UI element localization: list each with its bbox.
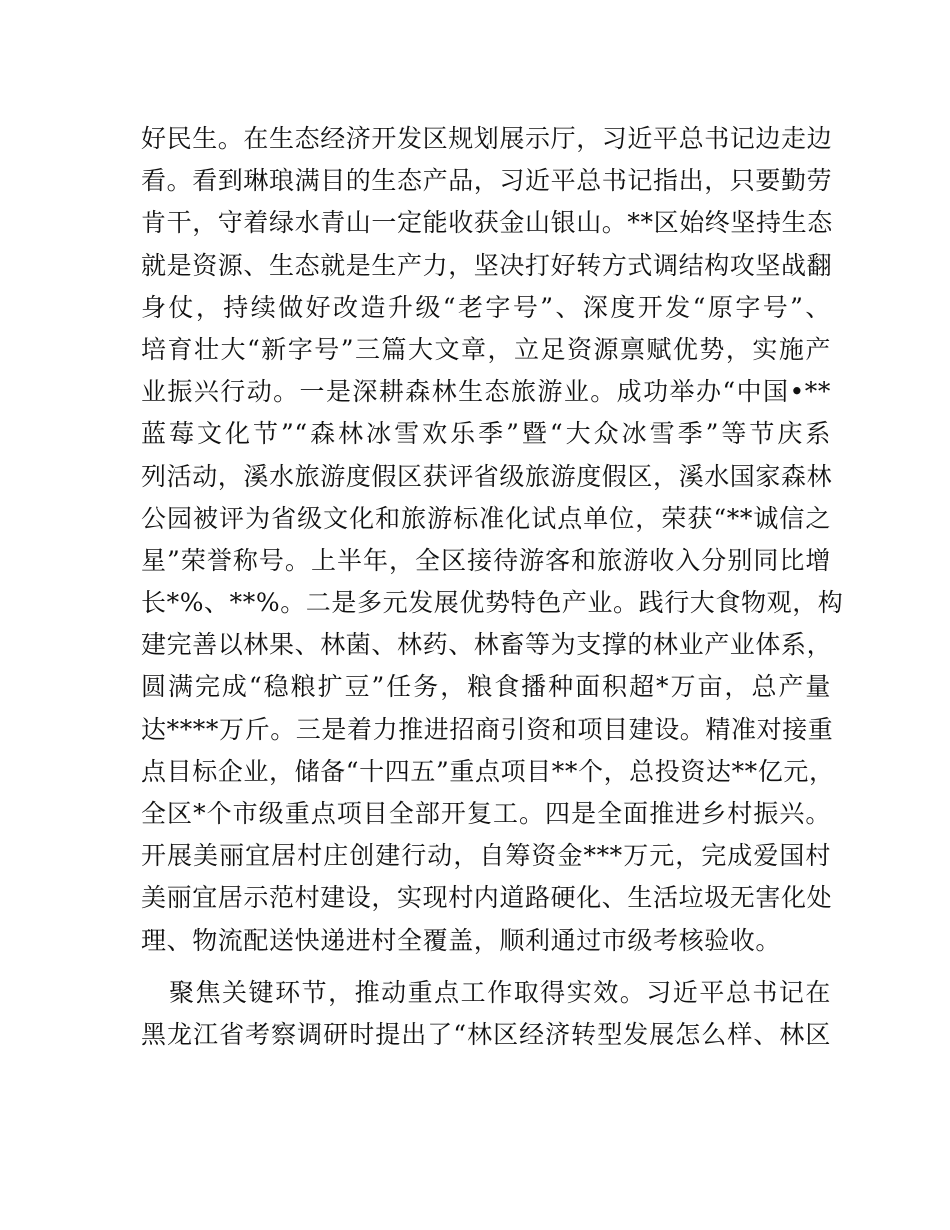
text-line: 就是资源、生态就是生产力，坚决打好转方式调结构攻坚战翻 (141, 250, 833, 280)
paragraph-2 (141, 972, 831, 1056)
text-line: 身仗，持续做好改造升级“老字号”、深度开发“原字号”、 (141, 292, 831, 322)
text-line: 圆满完成“稳粮扩豆”任务，粮食播种面积超*万亩，总产量 (141, 672, 831, 702)
text-line: 培育壮大“新字号”三篇大文章，立足资源禀赋优势，实施产 (141, 334, 831, 364)
text-line: 蓝莓文化节”“森林冰雪欢乐季”暨“大众冰雪季”等节庆系 (141, 419, 831, 449)
text-line: 理、物流配送快递进村全覆盖，顺利通过市级考核验收。 (141, 925, 782, 955)
text-line: 好民生。在生态经济开发区规划展示厅，习近平总书记边走边 (141, 124, 833, 153)
text-line: 肯干，守着绿水青山一定能收获金山银山。**区始终坚持生态 (141, 208, 833, 238)
text-line: 聚焦关键环节，推动重点工作取得实效。习近平总书记在 (169, 977, 831, 1007)
text-line: 星”荣誉称号。上半年，全区接待游客和旅游收入分别同比增 (141, 545, 831, 575)
paragraph-spacer (141, 962, 831, 972)
text-line: 看。看到琳琅满目的生态产品，习近平总书记指出，只要勤劳 (141, 166, 833, 196)
text-line: 列活动，溪水旅游度假区获评省级旅游度假区，溪水国家森林 (141, 461, 833, 491)
text-line: 长*%、**%。二是多元发展优势特色产业。践行大食物观，构 (141, 588, 844, 618)
text-line: 达****万斤。三是着力推进招商引资和项目建设。精准对接重 (141, 714, 834, 744)
paragraph-1 (141, 118, 844, 962)
text-line: 开展美丽宜居村庄创建行动，自筹资金***万元，完成爱国村 (141, 841, 831, 871)
text-line: 黑龙江省考察调研时提出了“林区经济转型发展怎么样、林区 (141, 1019, 831, 1049)
text-line: 建完善以林果、林菌、林药、林畜等为支撑的林业产业体系， (141, 630, 833, 660)
text-line: 全区*个市级重点项目全部开复工。四是全面推进乡村振兴。 (141, 799, 831, 828)
text-line: 业振兴行动。一是深耕森林生态旅游业。成功举办“中国•** (141, 377, 831, 407)
text-line: 公园被评为省级文化和旅游标准化试点单位，荣获“**诚信之 (141, 503, 831, 533)
text-line: 美丽宜居示范村建设，实现村内道路硬化、生活垃圾无害化处 (141, 883, 833, 913)
text-line: 点目标企业，储备“十四五”重点项目**个，总投资达**亿元， (141, 756, 835, 786)
body-text (141, 118, 844, 1056)
